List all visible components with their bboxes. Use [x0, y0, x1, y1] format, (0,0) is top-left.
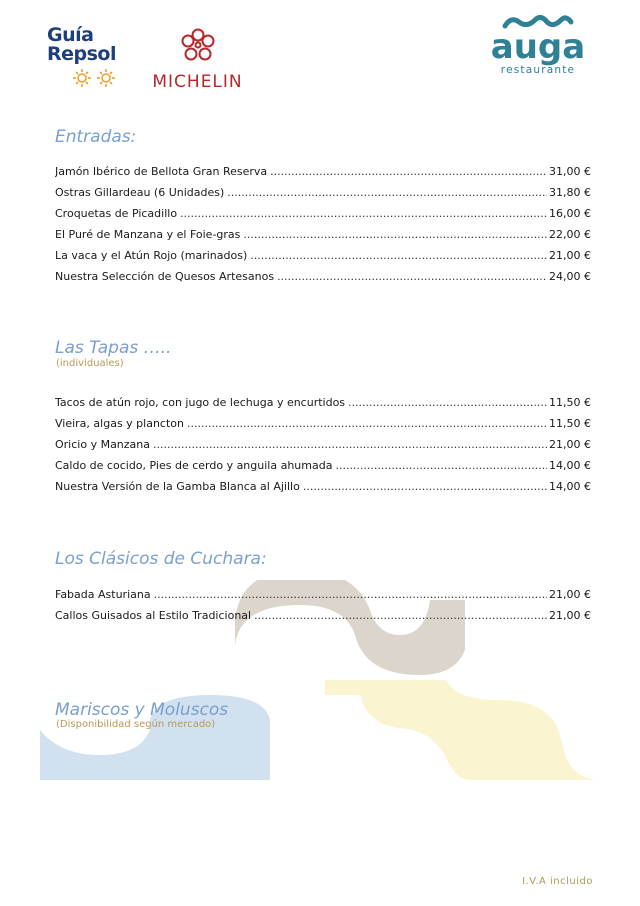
menu-item: [55, 480, 591, 501]
item-name: Oricio y Manzana: [55, 438, 151, 451]
item-name: Fabada Asturiana: [55, 588, 151, 601]
menu-item: [55, 438, 591, 459]
menu-item: [55, 417, 591, 438]
item-price: 22,00 €: [549, 228, 591, 241]
item-name: Nuestra Selección de Quesos Artesanos: [55, 270, 275, 283]
menu-item: [55, 459, 591, 480]
footer-vat-note: I.V.A incluido: [522, 876, 593, 887]
auga-subtitle: restaurante: [500, 64, 576, 76]
item-price: 14,00 €: [549, 459, 591, 472]
item-price: 14,00 €: [549, 480, 591, 493]
menu-item: [55, 396, 591, 417]
section-title-cuchara: Los Clásicos de Cuchara:: [55, 549, 267, 569]
repsol-suns-icon: [72, 68, 118, 88]
item-name: Caldo de cocido, Pies de cerdo y anguila ahumada: [55, 459, 333, 472]
repsol-line2: Repsol: [47, 43, 116, 65]
item-leader-dots: [180, 207, 547, 220]
item-name: Nuestra Versión de la Gamba Blanca al Ajillo: [55, 480, 300, 493]
item-name: La vaca y el Atún Rojo (marinados): [55, 249, 248, 262]
item-leader-dots: [227, 186, 547, 199]
item-leader-dots: [335, 459, 547, 472]
section-subtitle-tapas: (individuales): [56, 358, 124, 369]
item-leader-dots: [270, 165, 547, 178]
item-price: 24,00 €: [549, 270, 591, 283]
item-price: 11,50 €: [549, 396, 591, 409]
section-title-mariscos: Mariscos y Moluscos: [55, 700, 229, 720]
item-name: Jamón Ibérico de Bellota Gran Reserva: [55, 165, 268, 178]
item-leader-dots: [348, 396, 547, 409]
item-leader-dots: [153, 438, 547, 451]
item-name: Croquetas de Picadillo: [55, 207, 178, 220]
menu-item: [55, 270, 591, 291]
item-price: 21,00 €: [549, 249, 591, 262]
section-subtitle-mariscos: (Disponibilidad según mercado): [56, 719, 216, 730]
menu-item: [55, 165, 591, 186]
michelin-logo: [150, 28, 245, 92]
item-price: 31,80 €: [549, 186, 591, 199]
item-price: 21,00 €: [549, 609, 591, 622]
item-price: 11,50 €: [549, 417, 591, 430]
item-price: 16,00 €: [549, 207, 591, 220]
menu-item: [55, 609, 591, 630]
section-title-entradas: Entradas:: [55, 127, 137, 147]
item-price: 21,00 €: [549, 438, 591, 451]
auga-name: auga: [490, 27, 586, 67]
item-leader-dots: [254, 609, 547, 622]
item-leader-dots: [303, 480, 547, 493]
item-price: 21,00 €: [549, 588, 591, 601]
item-price: 31,00 €: [549, 165, 591, 178]
menu-item: [55, 186, 591, 207]
item-leader-dots: [243, 228, 547, 241]
michelin-star-icon: [180, 28, 216, 64]
item-leader-dots: [277, 270, 547, 283]
menu-item: [55, 207, 591, 228]
item-leader-dots: [187, 417, 547, 430]
item-leader-dots: [250, 249, 547, 262]
auga-logo: [483, 12, 593, 76]
item-name: Tacos de atún rojo, con jugo de lechuga y encurtidos: [55, 396, 346, 409]
tapas-list: [55, 396, 591, 501]
item-leader-dots: [154, 588, 547, 601]
wave-yellow: [325, 680, 600, 780]
menu-item: [55, 228, 591, 249]
menu-item: [55, 588, 591, 609]
item-name: El Puré de Manzana y el Foie-gras: [55, 228, 241, 241]
entradas-list: [55, 165, 591, 291]
michelin-name: MICHELIN: [152, 72, 243, 92]
guia-repsol-logo: [47, 26, 127, 92]
section-title-tapas: Las Tapas …..: [55, 338, 172, 358]
item-name: Ostras Gillardeau (6 Unidades): [55, 186, 225, 199]
item-name: Vieira, algas y plancton: [55, 417, 184, 430]
item-name: Callos Guisados al Estilo Tradicional: [55, 609, 252, 622]
menu-item: [55, 249, 591, 270]
repsol-line1: Guía: [47, 24, 94, 46]
cuchara-list: [55, 588, 591, 630]
